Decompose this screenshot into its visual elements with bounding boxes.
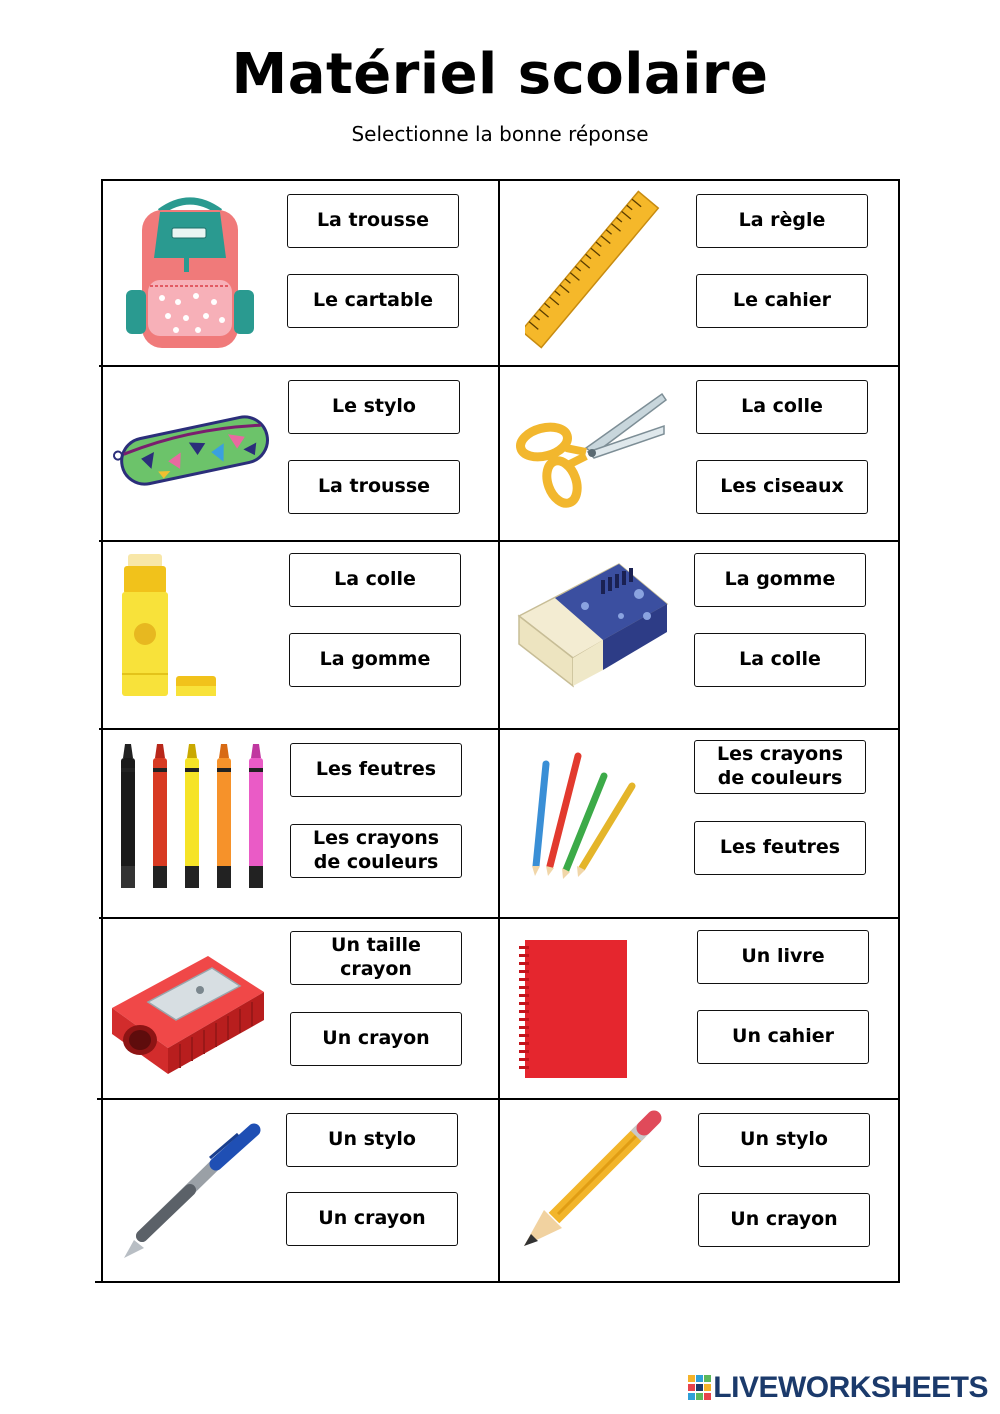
markers-icon — [115, 740, 275, 892]
answer-option[interactable]: La gomme — [694, 553, 866, 607]
answer-option[interactable]: Un cahier — [697, 1010, 869, 1064]
answer-option[interactable]: La gomme — [289, 633, 461, 687]
ruler-icon — [525, 188, 660, 353]
glue-stick-icon — [118, 552, 223, 702]
answer-option[interactable]: La colle — [289, 553, 461, 607]
brand-logo — [687, 1372, 988, 1404]
answer-option[interactable]: La colle — [696, 380, 868, 434]
instructions: Selectionne la bonne réponse — [351, 122, 649, 146]
notebook-icon — [517, 938, 632, 1080]
answer-option[interactable]: Le cartable — [287, 274, 459, 328]
answer-option[interactable]: La trousse — [287, 194, 459, 248]
answer-option[interactable]: La règle — [696, 194, 868, 248]
answer-option[interactable]: Un stylo — [286, 1113, 458, 1167]
brand-name: LIVEWORKSHEETS — [713, 1371, 988, 1404]
answer-option[interactable]: Un stylo — [698, 1113, 870, 1167]
answer-option[interactable]: Un crayon — [286, 1192, 458, 1246]
scissors-icon — [514, 390, 669, 515]
answer-option[interactable]: Un taille crayon — [290, 931, 462, 985]
colored-pencils-icon — [522, 748, 642, 883]
page-title: Matériel scolaire — [231, 42, 769, 107]
backpack-icon — [120, 192, 260, 352]
answer-option[interactable]: Les feutres — [290, 743, 462, 797]
answer-option[interactable]: La trousse — [288, 460, 460, 514]
answer-option[interactable]: Le cahier — [696, 274, 868, 328]
answer-option[interactable]: Les feutres — [694, 821, 866, 875]
answer-option[interactable]: La colle — [694, 633, 866, 687]
answer-option[interactable]: Un livre — [697, 930, 869, 984]
pencil-icon — [518, 1110, 663, 1255]
answer-option[interactable]: Un crayon — [290, 1012, 462, 1066]
pencil-case-icon — [110, 398, 275, 498]
pen-icon — [120, 1122, 265, 1262]
eraser-icon — [515, 558, 675, 693]
answer-option[interactable]: Les crayons de couleurs — [290, 824, 462, 878]
pencil-sharpener-icon — [108, 948, 268, 1078]
answer-option[interactable]: Le stylo — [288, 380, 460, 434]
answer-option[interactable]: Les ciseaux — [696, 460, 868, 514]
answer-option[interactable]: Un crayon — [698, 1193, 870, 1247]
liveworksheets-logo-icon — [687, 1374, 713, 1402]
answer-option[interactable]: Les crayons de couleurs — [694, 740, 866, 794]
